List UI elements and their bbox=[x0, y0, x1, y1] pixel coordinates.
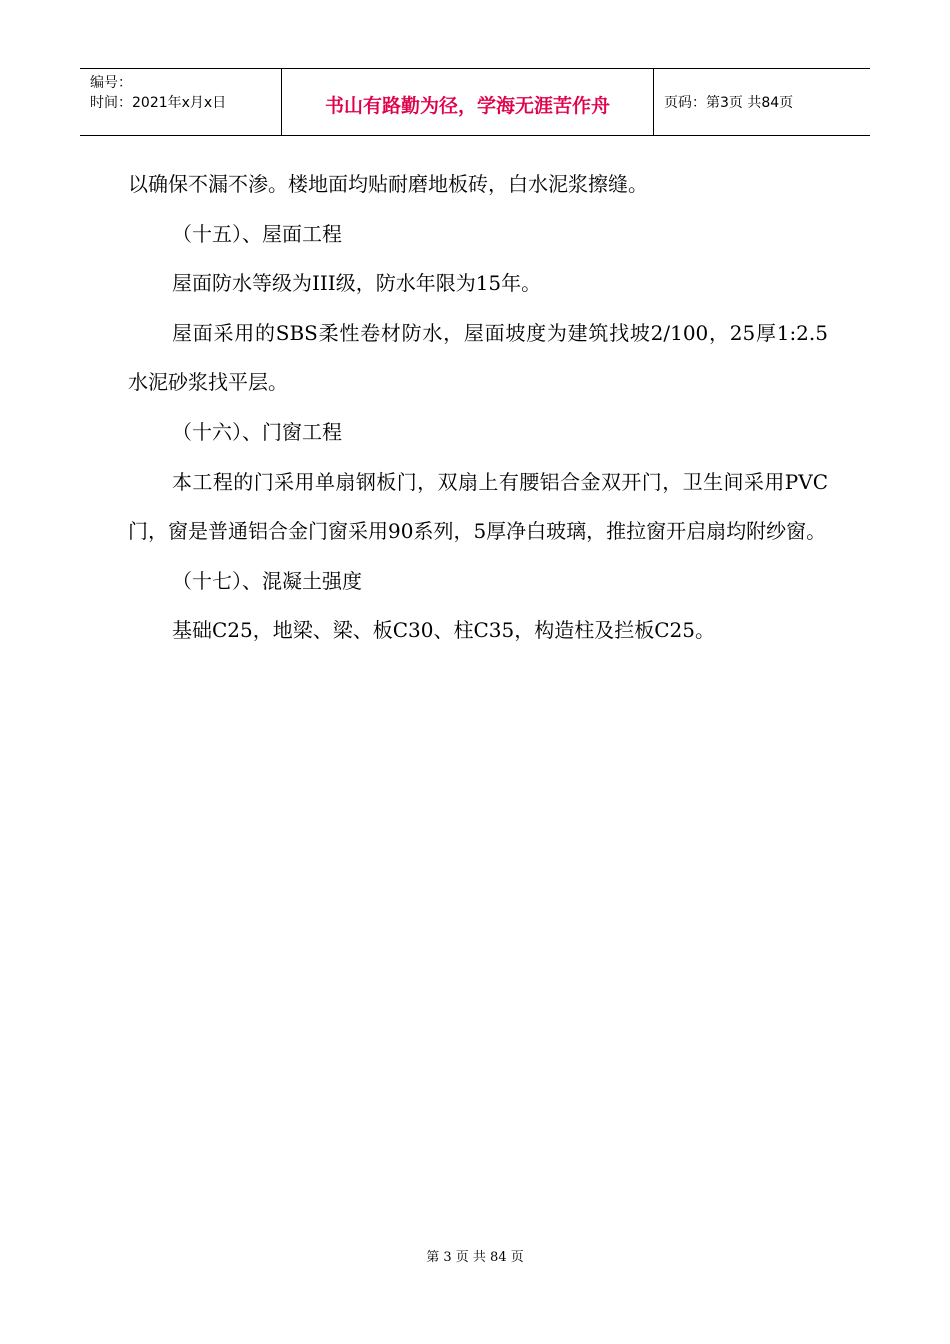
page-header bbox=[80, 68, 870, 136]
document-body bbox=[128, 160, 828, 656]
paragraph: 屋面采用的SBS柔性卷材防水，屋面坡度为建筑找坡2/100，25厚1:2.5水泥砂浆找平层。 bbox=[128, 320, 828, 395]
paragraph: 以确保不漏不渗。楼地面均贴耐磨地板砖，白水泥浆擦缝。 bbox=[128, 172, 648, 196]
document-number-label: 编号： bbox=[90, 75, 132, 91]
paragraph: 基础C25，地梁、梁、板C30、柱C35，构造柱及拦板C25。 bbox=[172, 618, 716, 643]
header-meta-cell bbox=[80, 69, 282, 135]
section-heading: （十七）、混凝土强度 bbox=[172, 568, 362, 593]
section-heading: （十五）、屋面工程 bbox=[172, 221, 342, 246]
document-date-label: 时间：2021年x月x日 bbox=[90, 95, 227, 111]
section-heading: （十六）、门窗工程 bbox=[172, 419, 342, 444]
header-page-number: 页码：第3页 共84页 bbox=[664, 95, 794, 111]
paragraph: 屋面防水等级为III级，防水年限为15年。 bbox=[172, 271, 542, 296]
header-motto: 书山有路勤为径，学海无涯苦作舟 bbox=[282, 69, 654, 135]
page-footer: 第 3 页 共 84 页 bbox=[426, 1250, 524, 1265]
paragraph: 本工程的门采用单扇钢板门，双扇上有腰铝合金双开门，卫生间采用PVC门，窗是普通铝合金门窗采用90系列，5厚净白玻璃，推拉窗开启扇均附纱窗。 bbox=[128, 469, 828, 544]
